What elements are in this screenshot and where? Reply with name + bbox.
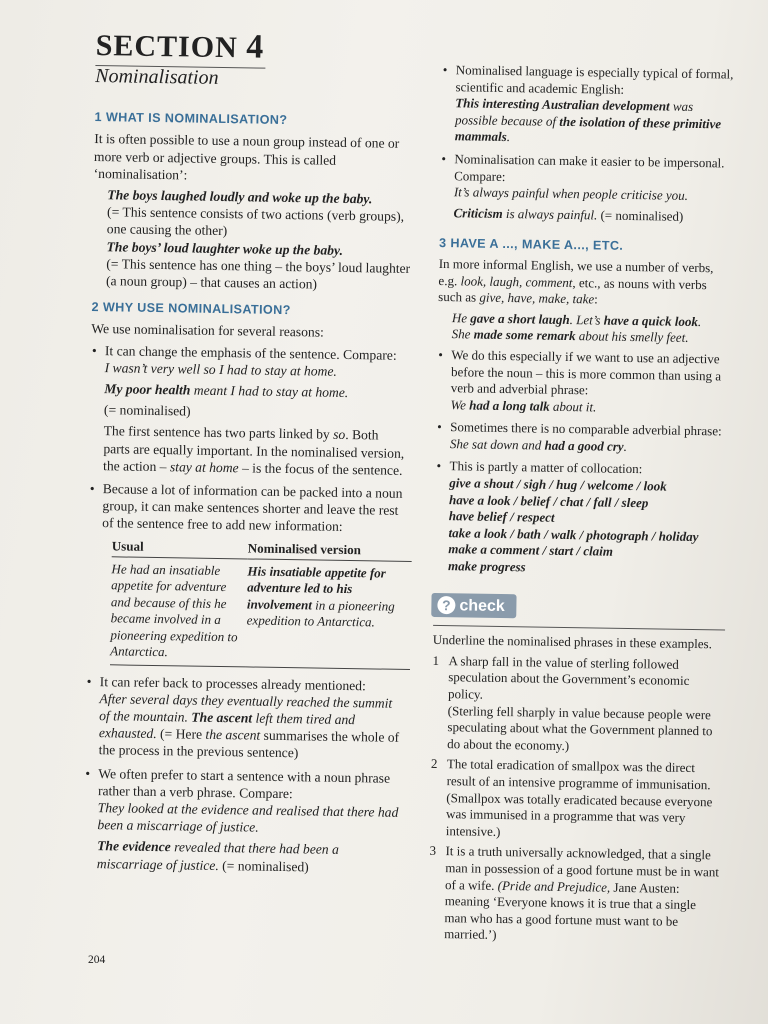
s3-ex1-c: . Let’s xyxy=(569,311,604,328)
s3-ex1-a: He xyxy=(451,309,471,326)
collocation-item: make progress xyxy=(447,558,526,575)
s2-b1-explain-stay: stay at home xyxy=(169,459,239,476)
s3-ex2-c: about his smelly feet. xyxy=(575,328,689,346)
s2-b3-example-2: left them tired and exhausted. xyxy=(98,710,356,742)
s3-b2-ex-c: . xyxy=(623,438,628,454)
s3-intro-italic: look, laugh, comment xyxy=(460,272,573,290)
collocation-item: give a shout / sigh / hug / welcome / look xyxy=(449,475,667,494)
check-item-3 xyxy=(428,843,722,947)
s2-b4-example-1: They looked at the evidence and realised that there had been a miscarriage of justice. xyxy=(97,800,399,835)
b5-example-end: . xyxy=(506,129,511,145)
s2-b3-example-bold: The ascent xyxy=(191,709,253,726)
b6-text: Nominalisation can make it easier to be impersonal. Compare: xyxy=(454,151,725,184)
table-header-usual: Usual xyxy=(112,536,248,559)
b6-example-2-bold: Criticism xyxy=(453,204,503,221)
heading-have-a: 3 HAVE A ..., MAKE A..., ETC. xyxy=(438,236,624,254)
b5-example-mid: was possible because of xyxy=(454,98,694,129)
s2-b1-example-2-bold: My poor health xyxy=(104,381,191,398)
b6-example-1: It’s always painful when people criticise you. xyxy=(453,184,689,204)
check-item-1 xyxy=(431,653,725,757)
check-item-2 xyxy=(430,756,723,844)
section-label: SECTION xyxy=(95,28,239,65)
s3-b2-ex-b: had a good cry xyxy=(544,437,624,454)
s1-example-1-note: (= This sentence consists of two actions (verb groups), one causing the other) xyxy=(106,204,405,239)
check-item-note: (Smallpox was totally eradicated because everyone was immunised in a programme that was very intensive.) xyxy=(445,789,713,839)
check-badge-label: check xyxy=(459,596,505,615)
question-mark-icon: ? xyxy=(437,596,455,614)
check-instruction: Underline the nominalised phrases in these examples. xyxy=(432,632,713,652)
s2-b4-text: We often prefer to start a sentence with a noun phrase rather than a verb phrase. Compare: xyxy=(97,765,391,801)
check-divider xyxy=(433,625,725,631)
s3-examples xyxy=(452,310,730,348)
page-number: 204 xyxy=(88,954,106,966)
s3-ex2-a: She xyxy=(451,326,474,342)
list-item xyxy=(441,62,734,150)
s2-reasons-list xyxy=(83,342,409,877)
b5-example-bold-1: This interesting Australian development xyxy=(455,95,670,114)
s3-intro-3: : xyxy=(594,291,598,307)
check-item-cite: (Pride and Prejudice, xyxy=(497,877,611,895)
heading-why-use: 2 WHY USE NOMINALISATION? xyxy=(91,300,291,318)
table-row xyxy=(110,557,412,669)
check-item-text: A sharp fall in the value of sterling followed speculation about the Government’s economic policy. xyxy=(447,652,690,702)
s2-b1-text: It can change the emphasis of the sentence. Compare: xyxy=(104,342,397,363)
check-item-cite-rest: Jane Austen: meaning ‘Everyone knows it is true that a single man who has a good fortune must want to be married.’) xyxy=(444,879,697,943)
s3-list xyxy=(434,347,730,579)
s2-b3-text: It can refer back to processes already mentioned: xyxy=(99,673,366,693)
b6-note: (= nominalised) xyxy=(597,207,684,224)
b5-example-bold-2: the isolation of these primitive mammals xyxy=(454,113,722,145)
s2-intro: We use nominalisation for several reasons: xyxy=(91,321,324,341)
list-item xyxy=(86,480,407,669)
s2-b3-note-italic: the ascent xyxy=(205,726,261,743)
s1-example-2: The boys’ loud laughter woke up the baby. xyxy=(106,238,344,258)
s3-b2-text: Sometimes there is no comparable adverbial phrase: xyxy=(450,419,722,439)
right-reasons-list xyxy=(439,62,733,226)
check-item-number: 1 xyxy=(432,652,440,668)
s2-b3-note-1: (= Here xyxy=(156,726,206,742)
s3-intro-italic-2: give, have, make, take xyxy=(479,289,595,307)
s2-b4-note: (= nominalised) xyxy=(218,857,309,874)
s2-b3-example-1: After several days they eventually reached the summit of the mountain. xyxy=(99,690,393,725)
s2-b1-note: (= nominalised) xyxy=(103,402,191,419)
s3-b3-text: This is partly a matter of collocation: xyxy=(449,458,643,477)
s3-b1-ex-c: about it. xyxy=(549,398,597,415)
s1-example-2-note: (= This sentence has one thing – the boys’ loud laughter (a noun group) – that causes an action) xyxy=(105,256,411,292)
s3-ex2-b: made some remark xyxy=(473,326,576,344)
section-number: 4 xyxy=(245,28,265,66)
b6-example-2-rest: is always painful. xyxy=(502,205,598,223)
s3-b1-ex-a: We xyxy=(450,396,470,413)
s3-ex1-e: . xyxy=(697,313,702,329)
list-item xyxy=(89,342,409,479)
s2-b1-explain-2: . Both parts are equally important. In the nominalised version, the action – xyxy=(103,427,405,475)
s2-b4-example-2-bold: The evidence xyxy=(97,838,171,855)
s2-b4-example-2-rest: revealed that there had been a miscarriage of justice. xyxy=(96,839,339,873)
s2-b3-note-2: summarises the whole of the process in the previous sentence) xyxy=(98,727,400,761)
comparison-table xyxy=(110,536,412,670)
check-item-note: (Sterling fell sharply in value because people were speculating about what the Government planned to do about the economy.) xyxy=(447,702,713,753)
s2-b1-example-2-rest: meant I had to stay at home. xyxy=(190,382,349,401)
list-item xyxy=(436,419,728,457)
table-cell-nominalised-rest: in a pioneering expedition to Antarctica. xyxy=(246,597,395,630)
list-item xyxy=(83,764,403,876)
table-cell-usual: He had an insatiable appetite for adventure and because of this he became involved in a pioneering expedition to Antarctica. xyxy=(110,561,238,660)
left-column xyxy=(83,28,414,883)
s3-intro-2: , etc., as nouns with verbs such as xyxy=(438,274,707,305)
list-item xyxy=(434,458,728,579)
s3-ex1-b: gave a short laugh xyxy=(470,310,570,327)
section-heading xyxy=(95,28,414,68)
s3-b1-text: We do this especially if we want to use an adjective before the noun – this is more common than using a verb and adverbial phrase: xyxy=(450,347,722,398)
section-title: Nominalisation xyxy=(95,65,265,88)
s2-b1-example-1: I wasn’t very well so I had to stay at home. xyxy=(104,360,337,379)
s2-b2-text: Because a lot of information can be packed into a noun group, it can make sentences shorter and leave the rest of the sentence free to add new information: xyxy=(102,481,403,535)
check-item-number: 2 xyxy=(430,756,438,772)
s3-intro-1: In more informal English, we use a number of verbs, e.g. xyxy=(438,255,714,288)
collocation-item: have belief / respect xyxy=(448,508,555,526)
s2-b1-explain-1: The first sentence has two parts linked by xyxy=(103,423,334,443)
list-item xyxy=(436,347,729,418)
heading-what-is: 1 WHAT IS NOMINALISATION? xyxy=(94,110,288,128)
s3-b1-ex-b: had a long talk xyxy=(469,397,550,414)
b5-text: Nominalised language is especially typical of formal, scientific and academic English: xyxy=(455,62,734,97)
s3-b2-ex-a: She sat down and xyxy=(449,436,545,453)
s1-examples xyxy=(106,186,412,294)
right-column xyxy=(428,58,734,951)
table-header-nominalised: Nominalised version xyxy=(248,538,412,561)
collocation-item: take a look / bath / walk / photograph / holiday xyxy=(448,525,699,544)
collocation-item: have a look / belief / chat / fall / sleep xyxy=(448,491,649,510)
collocation-item: make a comment / start / claim xyxy=(448,541,614,560)
list-item xyxy=(439,151,732,226)
check-item-text: The total eradication of smallpox was the direct result of an intensive programme of immunisation. xyxy=(446,756,711,793)
table-cell-nominalised-bold: His insatiable appetite for adventure led to his involvement xyxy=(246,563,386,613)
s2-b1-explain-so: so xyxy=(333,427,346,443)
check-item-number: 3 xyxy=(429,843,437,859)
collocation-list xyxy=(448,475,728,579)
check-item-text: It is a truth universally acknowledged, that a single man in possession of a good fortune must be in want of a wife. xyxy=(444,843,720,893)
s1-intro: It is often possible to use a noun group instead of one or more verb or adjective groups. This is called ‘nominalisation’: xyxy=(93,131,400,183)
check-badge xyxy=(431,593,517,619)
s2-b1-explain-3: – is the focus of the sentence. xyxy=(238,460,403,478)
s1-example-1: The boys laughed loudly and woke up the baby. xyxy=(107,187,373,207)
list-item xyxy=(85,672,404,763)
s3-ex1-d: have a quick look xyxy=(603,312,699,329)
